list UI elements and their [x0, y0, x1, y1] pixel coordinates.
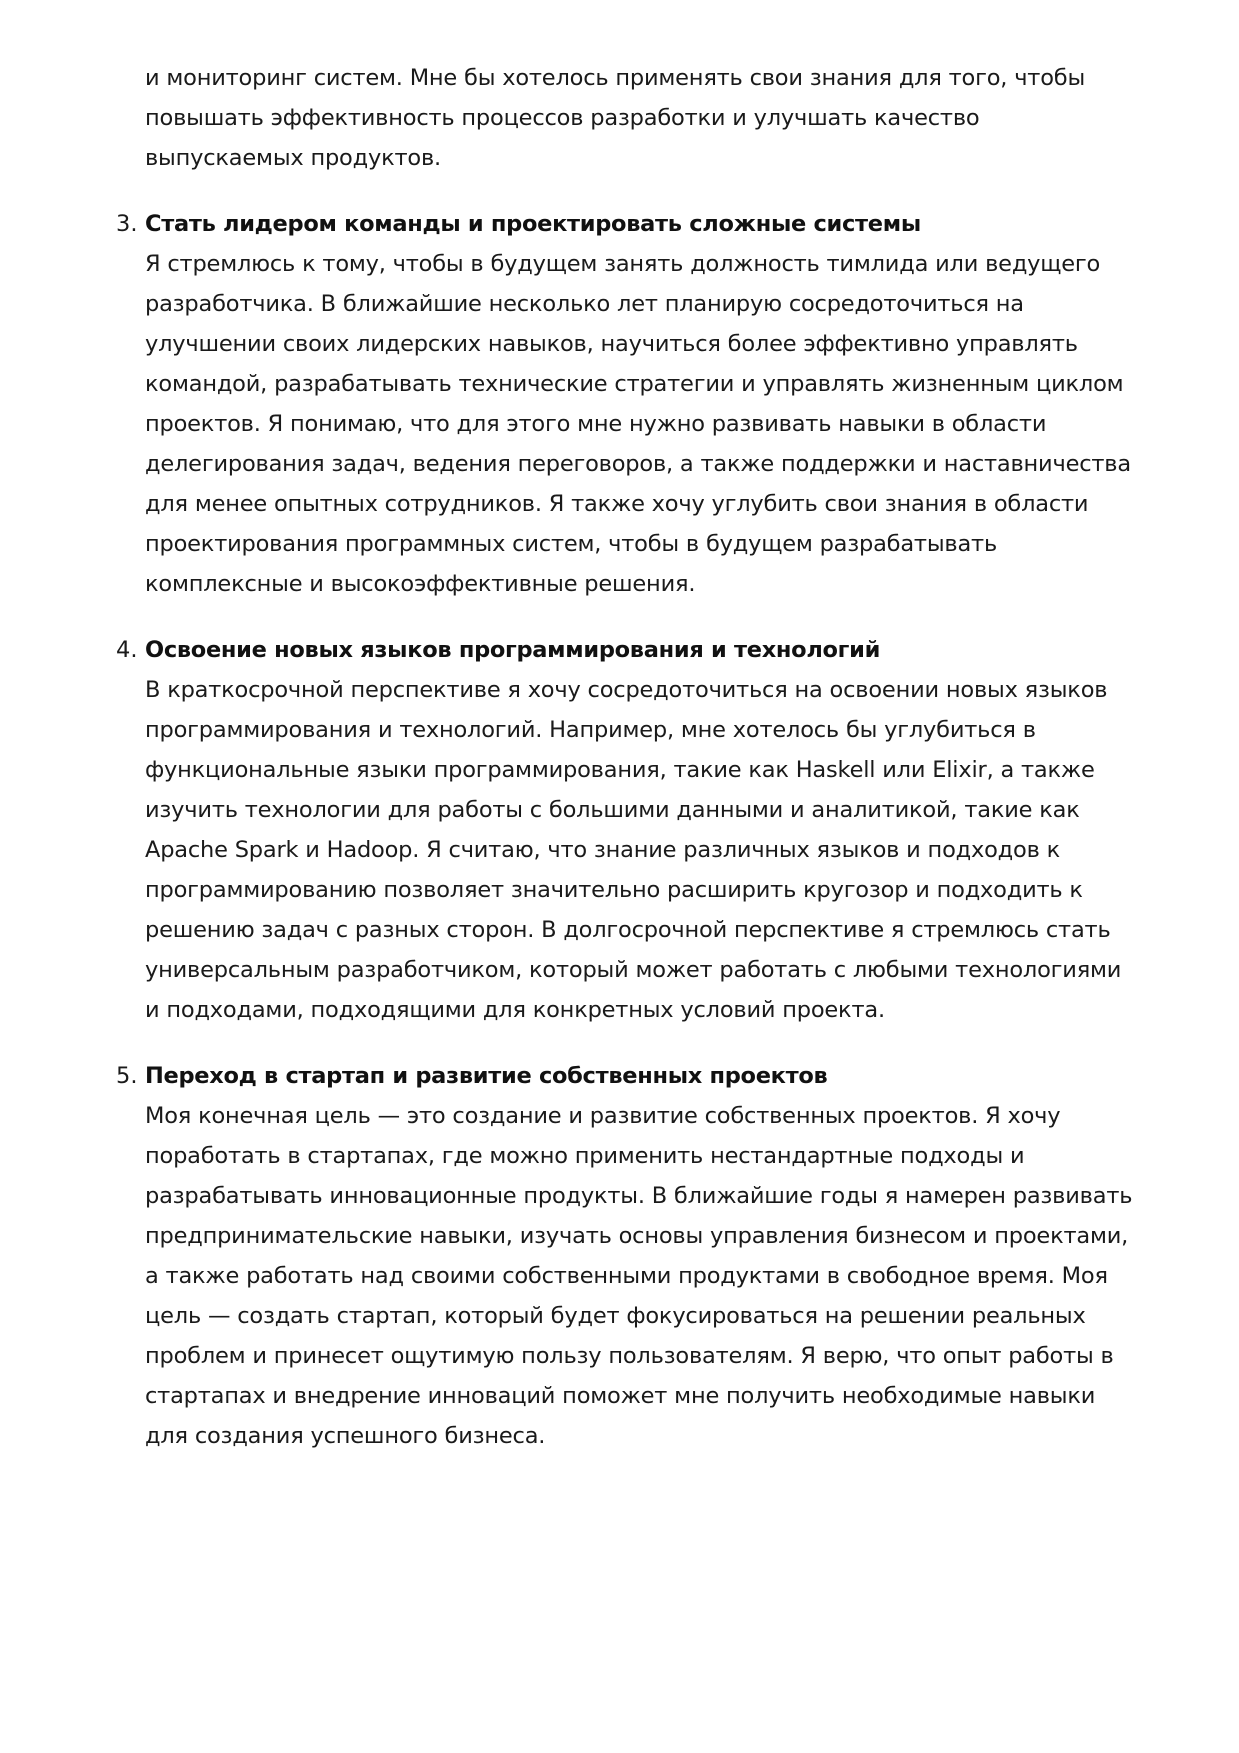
goal-body: В краткосрочной перспективе я хочу сосредоточиться на освоении новых языков программирования и технологий. Например, мне хотелось бы углубиться в функциональные языки программирования, такие как Haskell или Elixir, а также изучить технологии для работы с большими данными и аналитикой, такие как Apache Spark и Hadoop. Я считаю, что знание различных языков и подходов к программированию позволяет значительно расширить кругозор и подходить к решению задач с разных сторон. В долгосрочной перспективе я стремлюсь стать универсальным разработчиком, который может работать с любыми технологиями и подходами, подходящими для конкретных условий проекта. — [145, 677, 1122, 1023]
lead-paragraph: и мониторинг систем. Мне бы хотелось применять свои знания для того, чтобы повышать эффективность процессов разработки и улучшать качество выпускаемых продуктов. — [145, 65, 1086, 171]
goal-list — [0, 204, 1239, 1456]
goal-number: 3. — [116, 211, 138, 237]
goal-body: Моя конечная цель — это создание и развитие собственных проектов. Я хочу поработать в стартапах, где можно применить нестандартные подходы и разрабатывать инновационные продукты. В ближайшие годы я намерен развивать предпринимательские навыки, изучать основы управления бизнесом и проектами, а также работать над своими собственными продуктами в свободное время. Моя цель — создать стартап, который будет фокусироваться на решении реальных проблем и принесет ощутимую пользу пользователям. Я верю, что опыт работы в стартапах и внедрение инноваций поможет мне получить необходимые навыки для создания успешного бизнеса. — [145, 1103, 1133, 1449]
goal-title: Переход в стартап и развитие собственных проектов — [145, 1063, 828, 1089]
goal-item-4 — [0, 630, 1239, 1030]
goal-title: Освоение новых языков программирования и технологий — [145, 637, 881, 663]
goal-number: 5. — [116, 1063, 138, 1089]
goal-body: Я стремлюсь к тому, чтобы в будущем занять должность тимлида или ведущего разработчика. В ближайшие несколько лет планирую сосредоточиться на улучшении своих лидерских навыков, научиться более эффективно управлять командой, разрабатывать технические стратегии и управлять жизненным циклом проектов. Я понимаю, что для этого мне нужно развивать навыки в области делегирования задач, ведения переговоров, а также поддержки и наставничества для менее опытных сотрудников. Я также хочу углубить свои знания в области проектирования программных систем, чтобы в будущем разрабатывать комплексные и высокоэффективные решения. — [145, 251, 1131, 597]
goal-item-5 — [0, 1056, 1239, 1456]
goal-item-3 — [0, 204, 1239, 604]
goal-title: Стать лидером команды и проектировать сложные системы — [145, 211, 921, 237]
goal-number: 4. — [116, 637, 138, 663]
